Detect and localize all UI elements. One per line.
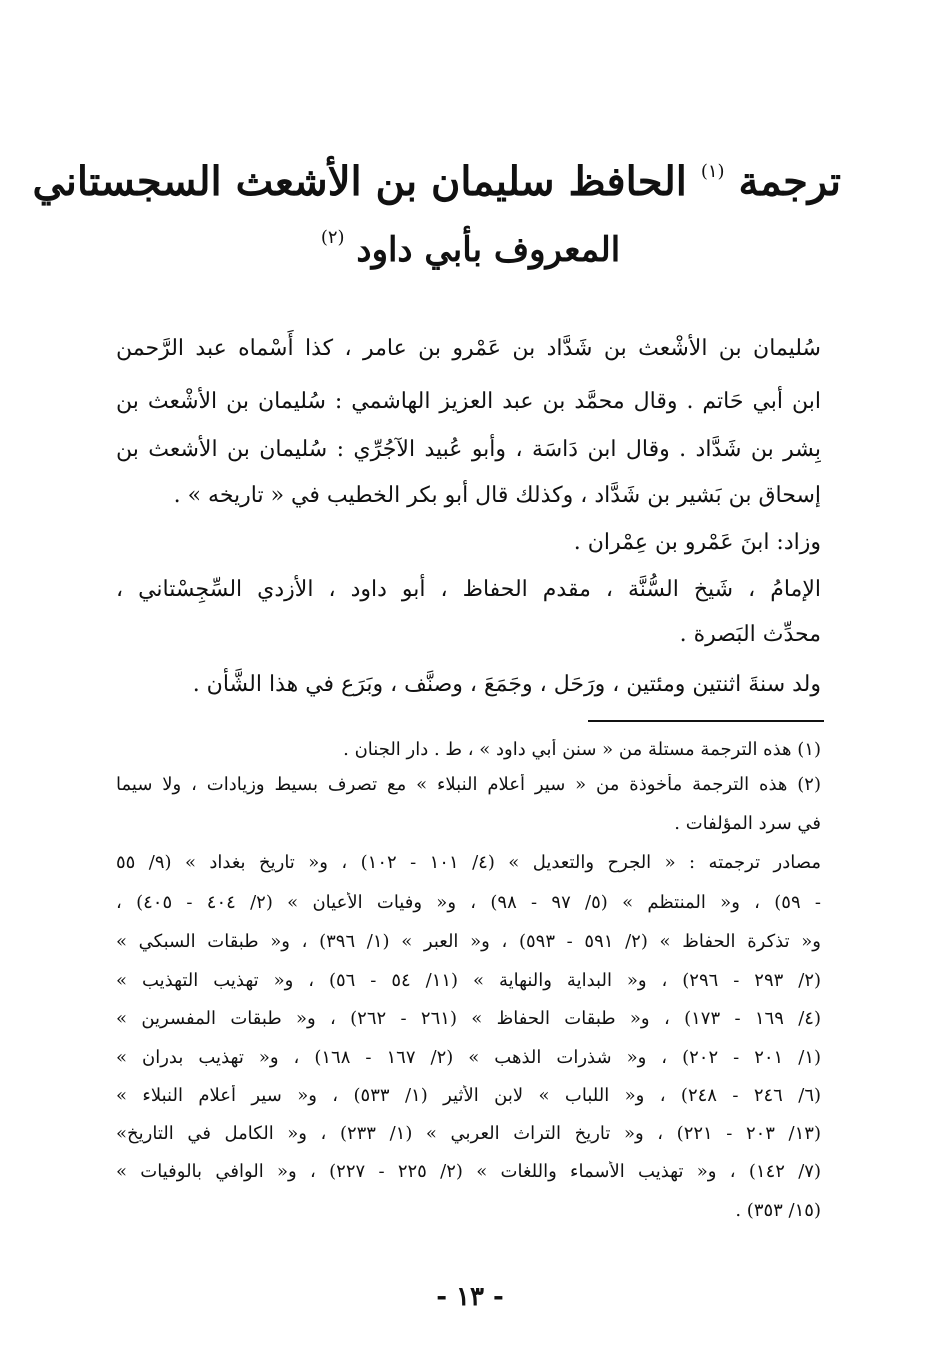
footnote-marker-1: (١) [700,161,725,182]
footnote-line: و« تذكرة الحفاظ » (٢/ ٥٩١ - ٥٩٣) ، و« العبر » (١/ ٣٩٦) ، و« طبقات السبكي » [116,931,821,952]
footnote-line: مصادر ترجمته : « الجرح والتعديل » (٤/ ١٠١ - ١٠٢) ، و« تاريخ بغداد » (٩/ ٥٥ [116,852,821,873]
body-line: محدِّث البَصرة . [679,622,821,647]
footnote-line: (٢) هذه الترجمة مأخوذة من « سير أعلام النبلاء » مع تصرف بسيط وزيادات ، ولا سيما [116,774,821,795]
footnote-line: (١٣/ ٢٠٣ - ٢٢١) ، و« تاريخ التراث العربي » (١/ ٢٣٣) ، و« الكامل في التاريخ» [116,1123,821,1144]
footnote-marker-2: (٢) [320,227,345,248]
title-text-start: ترجمة [738,158,841,205]
footnote-line: (١٥/ ٣٥٣) . [735,1200,821,1221]
body-line: وزاد: ابنَ عَمْرو بن عِمْران . [573,530,821,555]
footnote-line: - ٥٩) ، و« المنتظم » (٥/ ٩٧ - ٩٨) ، و« وفيات الأعيان » (٢/ ٤٠٤ - ٤٠٥) ، [116,892,821,913]
page-number: - ١٣ - [436,1282,504,1312]
body-line: سُليمان بن الأشْعث بن شَدَّاد بن عَمْرو بن عامر ، كذا أَسْماه عبد الرَّحمن [116,336,821,361]
footnote-line: (١) هذه الترجمة مستلة من « سنن أبي داود » ، ط . دار الجنان . [343,739,821,760]
footnote-line: (٤/ ١٦٩ - ١٧٣) ، و« طبقات الحفاظ » (٢٦١ - ٢٦٢) ، و« طبقات المفسرين » [116,1008,821,1029]
body-line: إسحاق بن بَشير بن شَدَّاد ، وكذلك قال أبو بكر الخطيب في « تاريخه » . [173,483,821,508]
footnote-line: (٦/ ٢٤٦ - ٢٤٨) ، و« اللباب » لابن الأثير (١/ ٥٣٣) ، و« سير أعلام النبلاء » [116,1085,821,1106]
footnote-line: في سرد المؤلفات . [674,813,821,834]
body-line: الإمامُ ، شَيخ السُّنَّة ، مقدم الحفاظ ، أبو داود ، الأزدي السِّجِسْتاني ، [116,577,821,602]
footnote-line: (٢/ ٢٩٣ - ٢٩٦) ، و« البداية والنهاية » (١١/ ٥٤ - ٥٦) ، و« تهذيب التهذيب » [116,970,821,991]
title-text-end: الحافظ سليمان بن الأشعث السجستاني [32,158,687,205]
page-subtitle [100,210,841,278]
subtitle-text: المعروف بأبي داود [356,230,621,270]
footnote-line: (٧/ ١٤٢) ، و« تهذيب الأسماء واللغات » (٢/ ٢٢٥ - ٢٢٧) ، و« الوافي بالوفيات » [116,1161,821,1182]
footnote-line: (١/ ٢٠١ - ٢٠٢) ، و« شذرات الذهب » (٢/ ١٦٧ - ١٦٨) ، و« تهذيب بدران » [116,1047,821,1068]
footnote-separator [588,720,824,722]
body-line: ابن أبي حَاتم . وقال محمَّد بن عبد العزيز الهاشمي : سُليمان بن الأشْعث بن [116,389,821,414]
body-line: ولد سنةَ اثنتين ومئتين ، ورَحَل ، وجَمَعَ ، وصنَّف ، وبَرَع في هذا الشَّأن . [192,672,821,697]
body-line: بِشر بن شَدَّاد . وقال ابن دَاسَة ، وأبو عُبيد الآجُرِّي : سُليمان بن الأشعث بن [116,437,821,462]
page-title [32,140,841,214]
